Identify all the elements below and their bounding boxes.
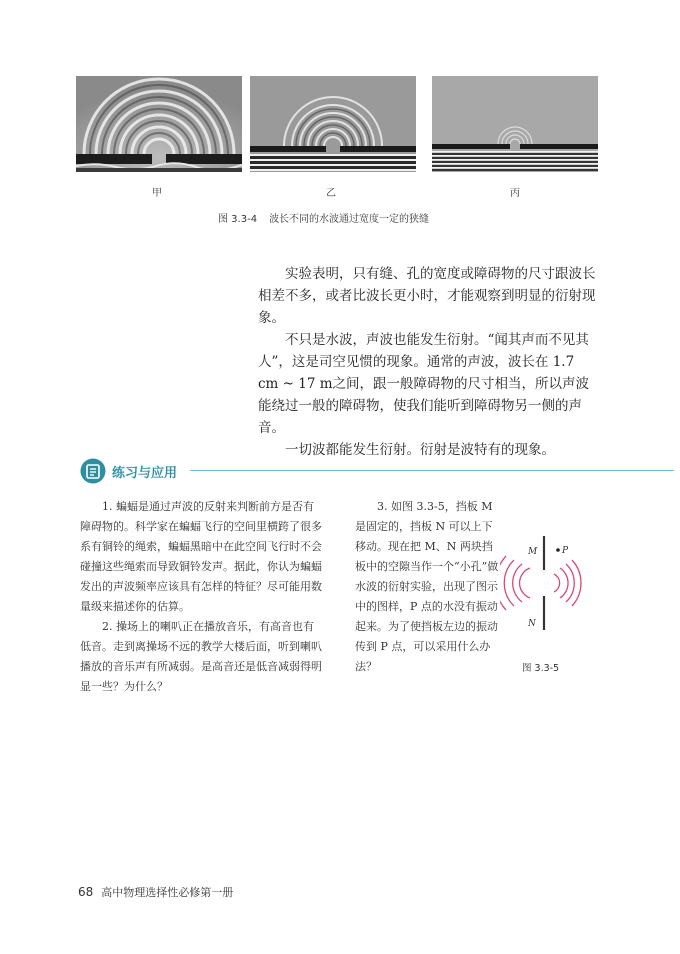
exercise-column-right <box>355 497 499 677</box>
figure-3-3-5-caption: 图 3.3-5 <box>522 663 560 674</box>
label-p: P <box>562 546 569 556</box>
page-number: 68 <box>78 885 94 899</box>
paragraph: 实验表明，只有缝、孔的宽度或障碍物的尺寸跟波长相差不多，或者比波长更小时，才能观察到明显的衍射现象。 <box>258 266 596 326</box>
photo-bing <box>432 76 598 172</box>
body-text <box>258 263 598 461</box>
page-footer <box>78 884 233 900</box>
panel-label-jia: 甲 <box>152 188 162 199</box>
panel-label-bing: 丙 <box>510 188 520 199</box>
exercise-book-icon <box>80 458 106 484</box>
section-title: 练习与应用 <box>112 466 178 481</box>
book-title: 高中物理选择性必修第一册 <box>101 886 234 899</box>
photo-yi <box>250 76 416 172</box>
figure-caption <box>218 210 429 225</box>
barrier-diffraction-diagram <box>500 530 610 630</box>
figure-number: 图 3.3-4 <box>218 214 258 225</box>
exercise-1: 1. 蝙蝠是通过声波的反射来判断前方是否有障碍物的。科学家在蝙蝠飞行的空间里横跨了很多系有铜铃的绳索，蝙蝠黑暗中在此空间飞行时不会碰撞这些绳索而导致铜铃发声。据此，你认为蝙蝠发出的声波频率应该具有怎样的特征？尽可能用数量级来描述你的估算。 <box>80 500 322 613</box>
section-divider <box>190 470 674 471</box>
exercise-column-left <box>80 497 324 697</box>
section-header <box>80 456 674 486</box>
photo-jia <box>76 76 242 172</box>
label-m: M <box>528 547 538 557</box>
figure-title: 波长不同的水波通过宽度一定的狭缝 <box>269 214 430 225</box>
label-n: N <box>528 619 536 629</box>
exercise-3: 3. 如图 3.3-5，挡板 M 是固定的，挡板 N 可以上下移动。现在把 M、N 两块挡板中的空隙当作一个“小孔”做水波的衍射实验，出现了图示中的图样，P 点的水没有振动起来。为了使挡板左边的振动传到 P 点，可以采用什么办法？ <box>355 500 499 673</box>
paragraph: 不只是水波，声波也能发生衍射。“闻其声而不见其人”，这是司空见惯的现象。通常的声波，波长在 1.7 cm ~ 17 m之间，跟一般障碍物的尺寸相当，所以声波能绕过一般的障碍物，使我们能听到障碍物另一侧的声音。 <box>258 332 590 436</box>
exercise-2: 2. 操场上的喇叭正在播放音乐，有高音也有低音。走到离操场不远的教学大楼后面，听到喇叭播放的音乐声有所减弱。是高音还是低音减弱得明显一些？为什么？ <box>80 620 322 693</box>
paragraph: 一切波都能发生衍射。衍射是波特有的现象。 <box>285 442 555 458</box>
panel-label-yi: 乙 <box>326 188 336 199</box>
